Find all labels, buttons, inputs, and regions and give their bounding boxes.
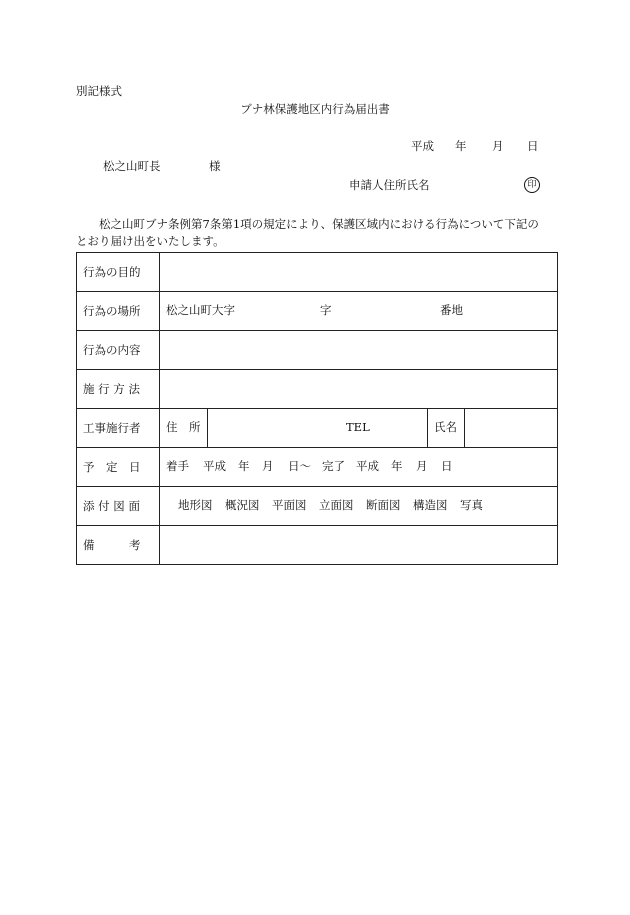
label-method: 施 行 方 法 <box>77 370 160 409</box>
label-contractor: 工事施行者 <box>77 409 160 448</box>
label-content: 行為の内容 <box>77 331 160 370</box>
date-era: 平成 <box>411 139 434 153</box>
attachment-item: 構造図 <box>413 498 448 512</box>
contractor-divider-3 <box>464 409 465 447</box>
contractor-divider-2 <box>427 409 428 447</box>
row-schedule <box>77 448 558 487</box>
field-remarks[interactable] <box>160 526 558 565</box>
schedule-end-day: 日 <box>441 459 453 473</box>
field-purpose[interactable] <box>160 253 558 292</box>
schedule-end-year: 年 <box>391 459 403 473</box>
schedule-start-month: 月 <box>262 459 274 473</box>
attachment-item: 概況図 <box>225 498 260 512</box>
attachment-item: 断面図 <box>366 498 401 512</box>
form-label: 別記様式 <box>76 84 122 98</box>
label-attachments: 添 付 図 面 <box>77 487 160 526</box>
addressee: 松之山町長 <box>103 159 161 173</box>
row-method <box>77 370 558 409</box>
date-month: 月 <box>492 139 504 153</box>
seal-mark: 印 <box>524 177 540 193</box>
schedule-end-month: 月 <box>416 459 428 473</box>
attachment-item: 地形図 <box>178 498 213 512</box>
row-content <box>77 331 558 370</box>
label-schedule: 予 定 日 <box>77 448 160 487</box>
document-title: ブナ林保護地区内行為届出書 <box>240 102 390 116</box>
schedule-start: 着手 <box>166 459 189 473</box>
location-aza: 字 <box>320 303 332 317</box>
row-contractor <box>77 409 558 448</box>
field-contractor[interactable] <box>160 409 558 448</box>
row-purpose <box>77 253 558 292</box>
row-remarks <box>77 526 558 565</box>
attachment-item: 平面図 <box>272 498 307 512</box>
intro-text-line-1: 松之山町ブナ条例第7条第1項の規定により、保護区域内における行為について下記の <box>99 217 539 231</box>
schedule-start-day: 日〜 <box>288 459 311 473</box>
schedule-end-era: 平成 <box>356 459 379 473</box>
addressee-suffix: 様 <box>209 159 221 173</box>
contractor-address-label: 住 所 <box>166 420 201 434</box>
date-day: 日 <box>527 139 539 153</box>
contractor-divider-1 <box>207 409 208 447</box>
contractor-tel-label: TEL <box>346 420 370 434</box>
field-location[interactable] <box>160 292 558 331</box>
field-method[interactable] <box>160 370 558 409</box>
intro-text-line-2: とおり届け出をいたします。 <box>76 234 225 248</box>
application-form-table <box>76 252 558 565</box>
row-attachments <box>77 487 558 526</box>
schedule-start-era: 平成 <box>203 459 226 473</box>
location-prefix: 松之山町大字 <box>166 303 235 317</box>
contractor-name-label: 氏名 <box>434 420 457 434</box>
location-banchi: 番地 <box>440 303 463 317</box>
schedule-start-year: 年 <box>238 459 250 473</box>
label-purpose: 行為の目的 <box>77 253 160 292</box>
field-schedule[interactable] <box>160 448 558 487</box>
label-remarks: 備 考 <box>77 526 160 565</box>
field-attachments[interactable] <box>160 487 558 526</box>
row-location <box>77 292 558 331</box>
attachment-item: 写真 <box>460 498 483 512</box>
field-content[interactable] <box>160 331 558 370</box>
date-year: 年 <box>455 139 467 153</box>
label-location: 行為の場所 <box>77 292 160 331</box>
applicant-label: 申請人住所氏名 <box>349 178 430 192</box>
schedule-end: 完了 <box>322 459 345 473</box>
attachment-item: 立面図 <box>319 498 354 512</box>
